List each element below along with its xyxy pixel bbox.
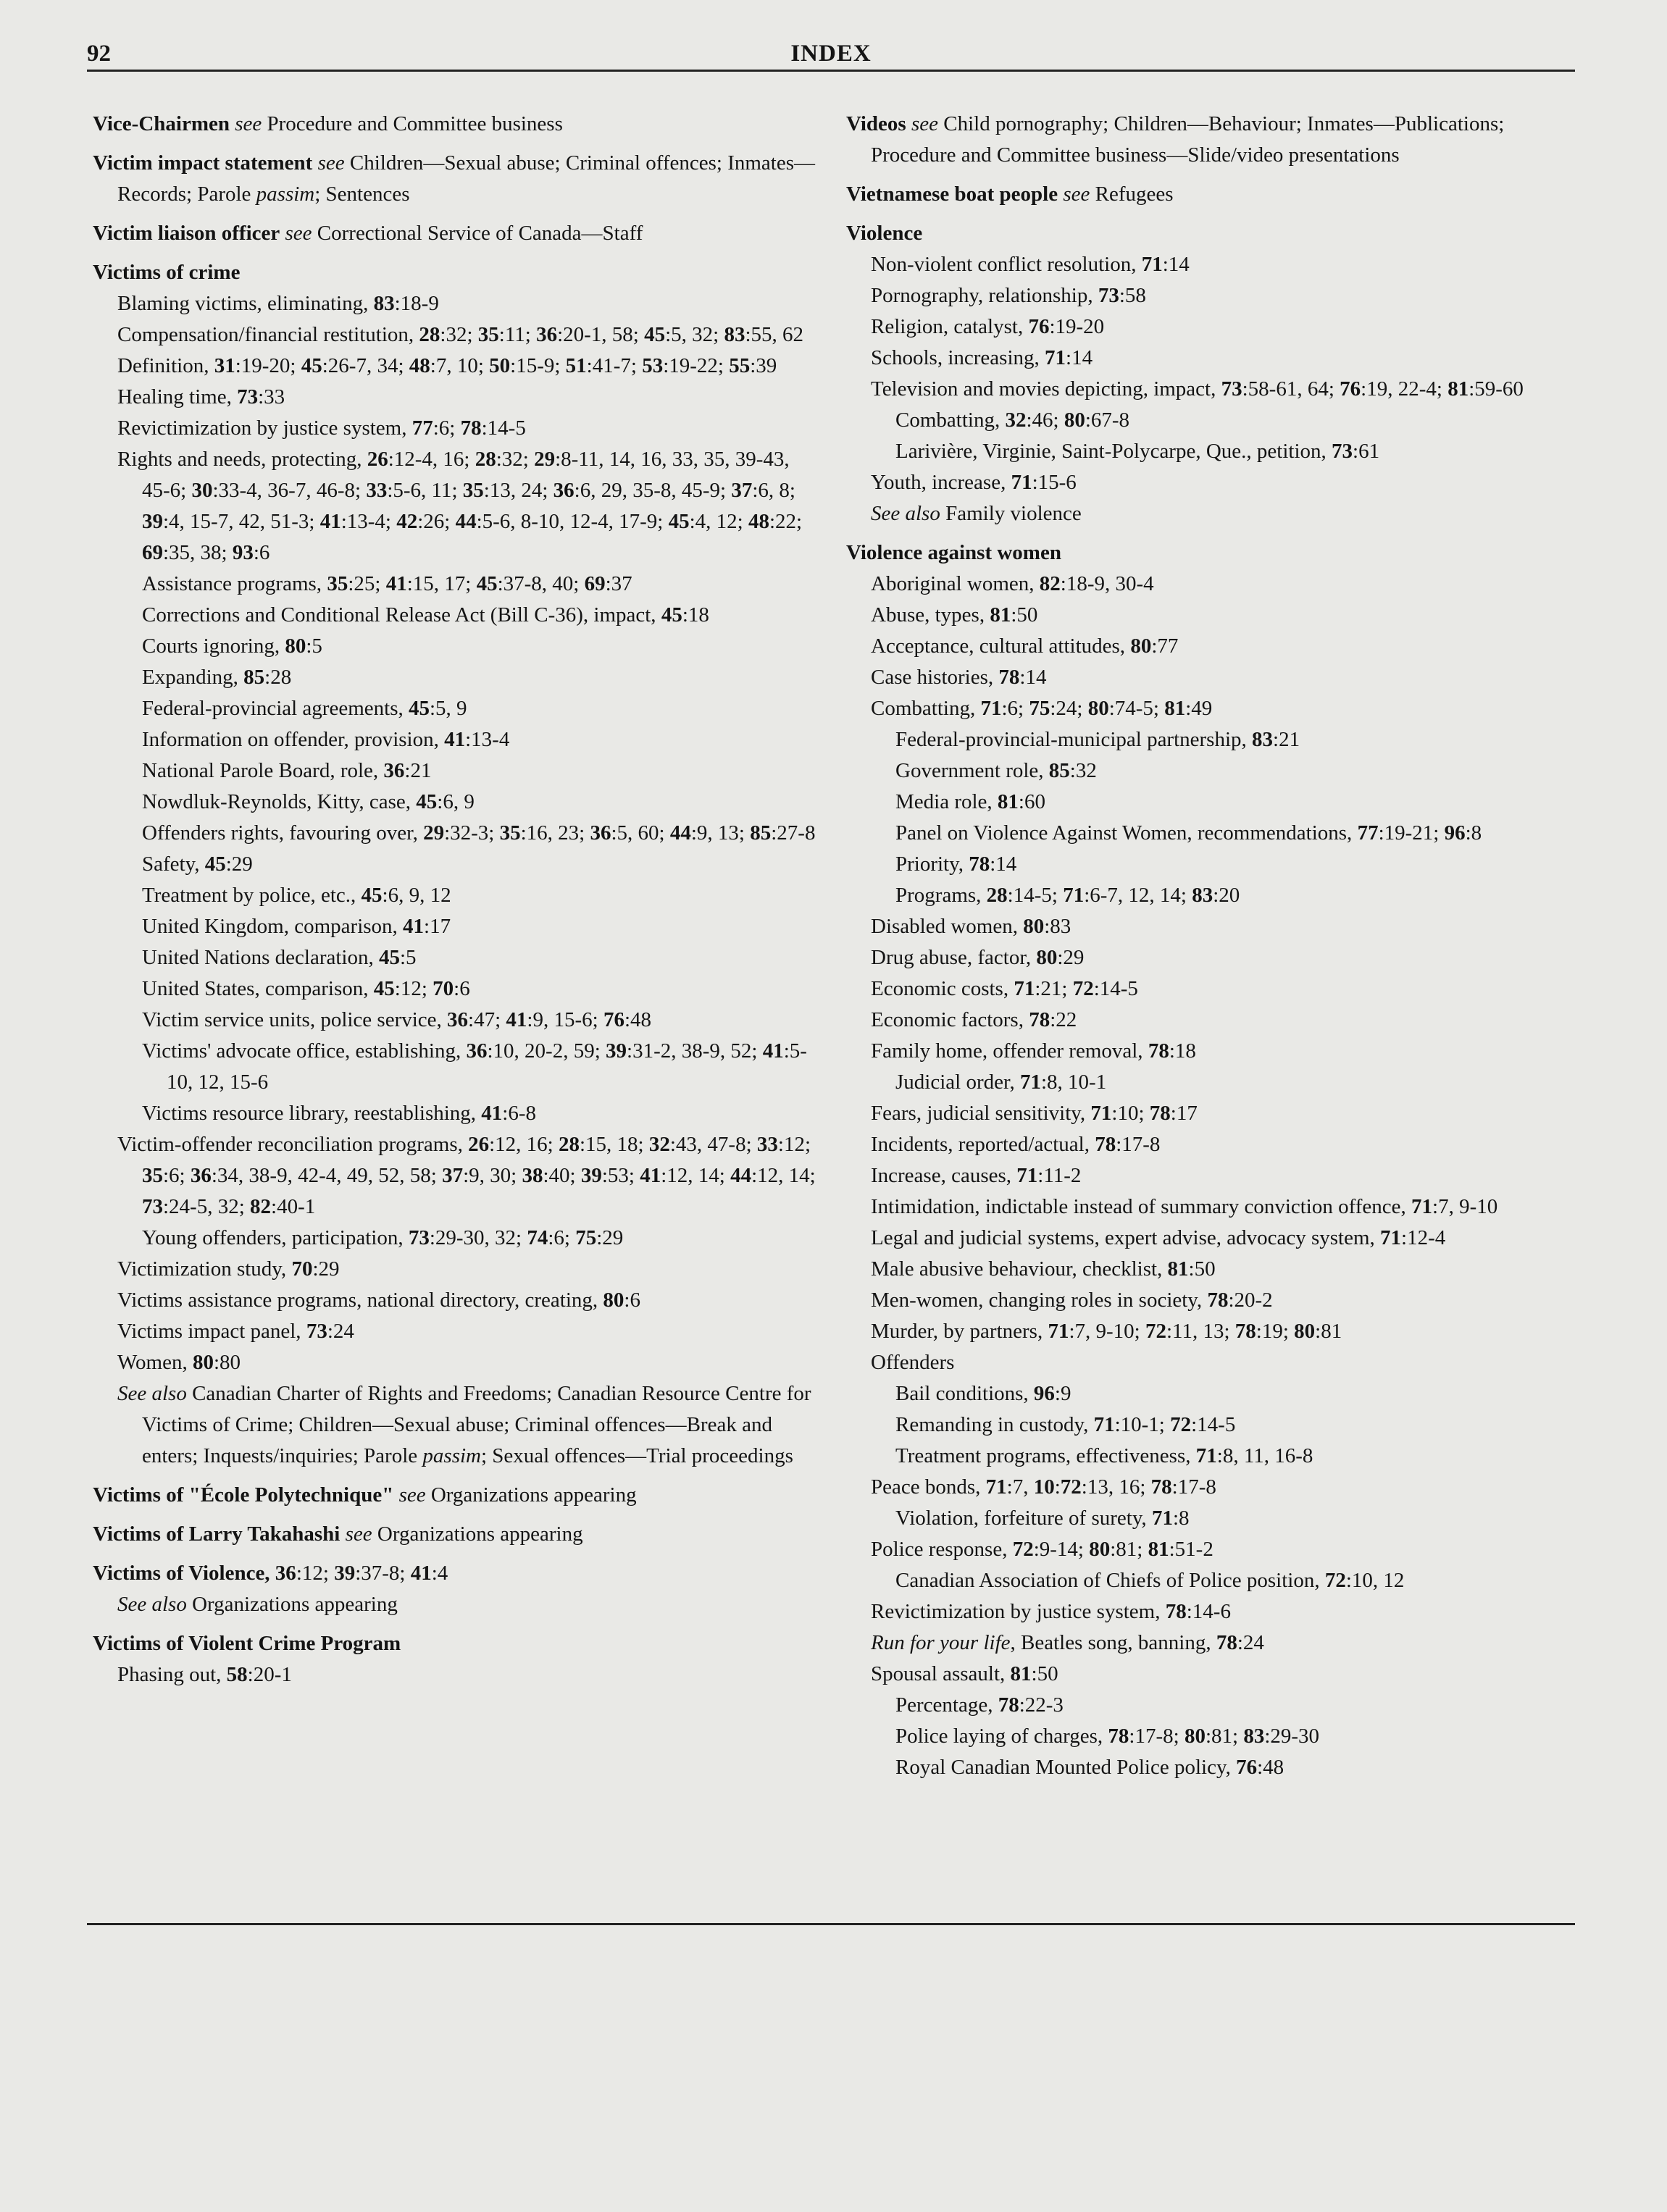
index-heading: Victims of Larry Takahashi see Organizations appearing — [93, 1522, 583, 1546]
index-subentry: Intimidation, indictable instead of summary conviction offence, 71:7, 9-10 — [871, 1195, 1498, 1218]
index-subentry: Rights and needs, protecting, 26:12-4, 16; 28:32; 29:8-11, 14, 16, 33, 35, 39-43, 45-6; 30:33-4, 36-7, 46-8; 33:5-6, 11; 35:13, 24; 36:6, 29, 35-8, 45-9; 37:6, 8; 39:4, 15-7, 42, 51-3; 41:13-4; 42:26; 44:5-6, 8-10, 12-4, 17-9; 45:4, 12; 48:22; 69:35, 38; 93:6 — [117, 448, 803, 564]
index-subsubentry: Judicial order, 71:8, 10-1 — [895, 1071, 1107, 1094]
index-subentry: Economic costs, 71:21; 72:14-5 — [871, 977, 1138, 1000]
index-subentry: Victims assistance programs, national directory, creating, 80:6 — [117, 1289, 640, 1312]
index-subentry: Revictimization by justice system, 78:14-6 — [871, 1600, 1231, 1623]
header-rule — [87, 70, 1575, 72]
index-heading: Victims of "École Polytechnique" see Organizations appearing — [93, 1483, 637, 1507]
index-subentry: Police response, 72:9-14; 80:81; 81:51-2 — [871, 1538, 1213, 1561]
index-entry — [846, 109, 1571, 171]
index-column-left — [93, 109, 817, 1691]
index-heading: Violence against women — [846, 541, 1061, 564]
index-subsubentry: Courts ignoring, 80:5 — [142, 634, 322, 658]
index-subsubentry: Safety, 45:29 — [142, 852, 253, 876]
index-subsubentry: Canadian Association of Chiefs of Police position, 72:10, 12 — [895, 1569, 1405, 1592]
index-subentry: Fears, judicial sensitivity, 71:10; 78:17 — [871, 1102, 1198, 1125]
index-subentry: Legal and judicial systems, expert advise, advocacy system, 71:12-4 — [871, 1226, 1446, 1249]
index-subsubentry: Corrections and Conditional Release Act (Bill C-36), impact, 45:18 — [142, 603, 709, 627]
index-entry — [93, 257, 817, 1472]
index-entry — [93, 1628, 817, 1691]
index-subsubentry: Information on offender, provision, 41:13-4 — [142, 728, 510, 751]
index-subsubentry: Bail conditions, 96:9 — [895, 1382, 1071, 1405]
index-subentry: Revictimization by justice system, 77:6; 78:14-5 — [117, 416, 526, 440]
index-entry — [93, 1519, 817, 1550]
index-heading: Victims of Violent Crime Program — [93, 1632, 401, 1655]
index-subentry: Abuse, types, 81:50 — [871, 603, 1038, 627]
running-head: INDEX — [790, 41, 872, 67]
index-subsubentry: Young offenders, participation, 73:29-30, 32; 74:6; 75:29 — [142, 1226, 624, 1249]
page-number: 92 — [87, 41, 111, 67]
index-heading: Victims of Violence, 36:12; 39:37-8; 41:4 — [93, 1562, 448, 1585]
index-subentry: See also Organizations appearing — [117, 1593, 398, 1616]
index-heading: Vietnamese boat people see Refugees — [846, 183, 1174, 206]
index-subentry: Victimization study, 70:29 — [117, 1257, 340, 1281]
index-subsubentry: Nowdluk-Reynolds, Kitty, case, 45:6, 9 — [142, 790, 475, 813]
index-subsubentry: Priority, 78:14 — [895, 852, 1017, 876]
index-heading: Violence — [846, 222, 923, 245]
index-subentry: Run for your life, Beatles song, banning, 78:24 — [871, 1631, 1264, 1654]
index-subentry: Healing time, 73:33 — [117, 385, 285, 409]
index-subentry: Spousal assault, 81:50 — [871, 1662, 1058, 1685]
index-subsubentry: United Kingdom, comparison, 41:17 — [142, 915, 451, 938]
index-entry — [93, 1558, 817, 1620]
index-subsubentry: Expanding, 85:28 — [142, 666, 292, 689]
index-entry — [93, 1480, 817, 1511]
index-subentry: Men-women, changing roles in society, 78:20-2 — [871, 1289, 1273, 1312]
index-heading: Victim impact statement see Children—Sexual abuse; Criminal offences; Inmates—Records; Parole passim; Sentences — [93, 151, 816, 206]
index-subentry: Economic factors, 78:22 — [871, 1008, 1077, 1031]
index-subentry: Disabled women, 80:83 — [871, 915, 1071, 938]
index-subentry: Case histories, 78:14 — [871, 666, 1047, 689]
index-subentry: Non-violent conflict resolution, 71:14 — [871, 253, 1190, 276]
index-subsubentry: Panel on Violence Against Women, recommendations, 77:19-21; 96:8 — [895, 821, 1482, 845]
index-subentry: Aboriginal women, 82:18-9, 30-4 — [871, 572, 1154, 595]
index-heading: Vice-Chairmen see Procedure and Committee business — [93, 112, 563, 135]
index-subsubentry: Media role, 81:60 — [895, 790, 1045, 813]
index-subentry: Peace bonds, 71:7, 10:72:13, 16; 78:17-8 — [871, 1475, 1216, 1499]
index-subsubentry: Larivière, Virginie, Saint-Polycarpe, Que., petition, 73:61 — [895, 440, 1380, 463]
index-subentry: See also Canadian Charter of Rights and Freedoms; Canadian Resource Centre for Victims of Crime; Children—Sexual abuse; Criminal offences—Break and enters; Inquests/inquiries; Parole passim; Sexual offences—Trial proceedings — [117, 1382, 811, 1467]
index-subentry: Blaming victims, eliminating, 83:18-9 — [117, 292, 439, 315]
index-subentry: Victims impact panel, 73:24 — [117, 1320, 354, 1343]
index-subentry: Victim-offender reconciliation programs, 26:12, 16; 28:15, 18; 32:43, 47-8; 33:12; 35:6; 36:34, 38-9, 42-4, 49, 52, 58; 37:9, 30; 38:40; 39:53; 41:12, 14; 44:12, 14; 73:24-5, 32; 82:40-1 — [117, 1133, 816, 1218]
index-subentry: Pornography, relationship, 73:58 — [871, 284, 1146, 307]
index-subsubentry: Percentage, 78:22-3 — [895, 1693, 1064, 1717]
index-subsubentry: Assistance programs, 35:25; 41:15, 17; 45:37-8, 40; 69:37 — [142, 572, 632, 595]
index-subentry: Drug abuse, factor, 80:29 — [871, 946, 1085, 969]
index-subsubentry: Federal-provincial-municipal partnership, 83:21 — [895, 728, 1300, 751]
index-subentry: Male abusive behaviour, checklist, 81:50 — [871, 1257, 1216, 1281]
index-heading: Victims of crime — [93, 261, 241, 284]
index-subsubentry: Treatment by police, etc., 45:6, 9, 12 — [142, 884, 451, 907]
index-subentry: Increase, causes, 71:11-2 — [871, 1164, 1082, 1187]
index-subentry: Compensation/financial restitution, 28:32; 35:11; 36:20-1, 58; 45:5, 32; 83:55, 62 — [117, 323, 804, 346]
index-entry — [846, 537, 1571, 1783]
index-subentry: Television and movies depicting, impact, 73:58-61, 64; 76:19, 22-4; 81:59-60 — [871, 377, 1524, 401]
index-subsubentry: National Parole Board, role, 36:21 — [142, 759, 432, 782]
index-subentry: Combatting, 71:6; 75:24; 80:74-5; 81:49 — [871, 697, 1213, 720]
index-entry — [846, 179, 1571, 210]
index-subentry: Phasing out, 58:20-1 — [117, 1663, 292, 1686]
footer-rule — [87, 1923, 1575, 1925]
index-subentry: Offenders — [871, 1351, 955, 1374]
index-subsubentry: Violation, forfeiture of surety, 71:8 — [895, 1507, 1190, 1530]
index-entry — [93, 148, 817, 210]
index-subentry: Family home, offender removal, 78:18 — [871, 1039, 1196, 1063]
index-subentry: Definition, 31:19-20; 45:26-7, 34; 48:7, 10; 50:15-9; 51:41-7; 53:19-22; 55:39 — [117, 354, 777, 377]
index-entry — [846, 218, 1571, 529]
index-subentry: Acceptance, cultural attitudes, 80:77 — [871, 634, 1179, 658]
index-subsubentry: United Nations declaration, 45:5 — [142, 946, 417, 969]
index-subentry: Schools, increasing, 71:14 — [871, 346, 1093, 369]
index-subentry: See also Family violence — [871, 502, 1082, 525]
index-subsubentry: Police laying of charges, 78:17-8; 80:81; 83:29-30 — [895, 1725, 1320, 1748]
index-entry — [93, 218, 817, 249]
index-subsubentry: Remanding in custody, 71:10-1; 72:14-5 — [895, 1413, 1236, 1436]
index-subsubentry: Royal Canadian Mounted Police policy, 76:48 — [895, 1756, 1284, 1779]
index-subsubentry: Treatment programs, effectiveness, 71:8, 11, 16-8 — [895, 1444, 1313, 1467]
index-subentry: Religion, catalyst, 76:19-20 — [871, 315, 1105, 338]
index-subentry: Incidents, reported/actual, 78:17-8 — [871, 1133, 1161, 1156]
index-subentry: Women, 80:80 — [117, 1351, 241, 1374]
index-subsubentry: Victim service units, police service, 36:47; 41:9, 15-6; 76:48 — [142, 1008, 652, 1031]
index-subsubentry: Federal-provincial agreements, 45:5, 9 — [142, 697, 467, 720]
index-subsubentry: Victims' advocate office, establishing, 36:10, 20-2, 59; 39:31-2, 38-9, 52; 41:5-10, 12, 15-6 — [142, 1039, 807, 1094]
index-subsubentry: Programs, 28:14-5; 71:6-7, 12, 14; 83:20 — [895, 884, 1240, 907]
index-column-right — [846, 109, 1571, 1783]
index-heading: Victim liaison officer see Correctional Service of Canada—Staff — [93, 222, 643, 245]
index-subsubentry: United States, comparison, 45:12; 70:6 — [142, 977, 470, 1000]
index-subsubentry: Government role, 85:32 — [895, 759, 1097, 782]
index-subentry: Murder, by partners, 71:7, 9-10; 72:11, 13; 78:19; 80:81 — [871, 1320, 1342, 1343]
index-entry — [93, 109, 817, 140]
index-subentry: Youth, increase, 71:15-6 — [871, 471, 1077, 494]
index-subsubentry: Combatting, 32:46; 80:67-8 — [895, 409, 1130, 432]
index-subsubentry: Offenders rights, favouring over, 29:32-3; 35:16, 23; 36:5, 60; 44:9, 13; 85:27-8 — [142, 821, 816, 845]
index-heading: Videos see Child pornography; Children—Behaviour; Inmates—Publications; Procedure and Committee business—Slide/video presentations — [846, 112, 1505, 167]
index-subsubentry: Victims resource library, reestablishing, 41:6-8 — [142, 1102, 537, 1125]
